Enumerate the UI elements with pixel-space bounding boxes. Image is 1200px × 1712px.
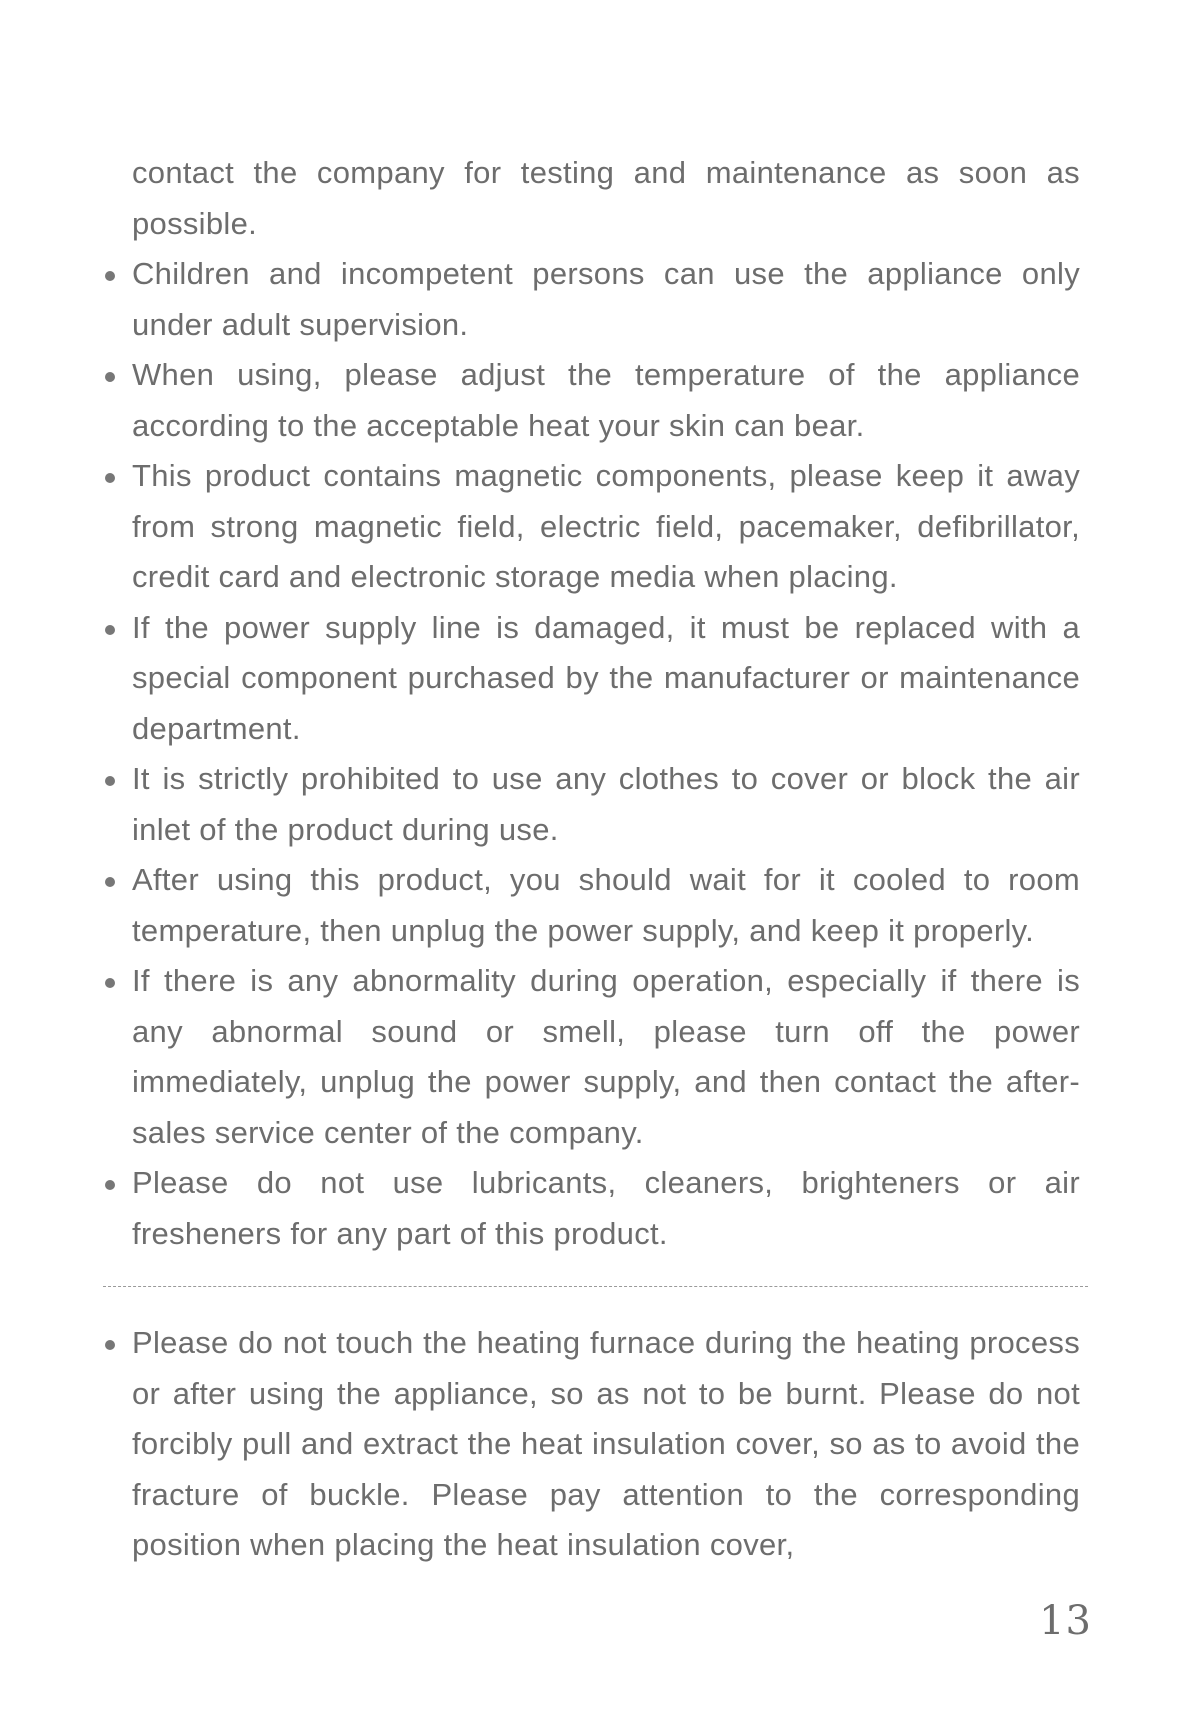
bullet-text: It is strictly prohibited to use any clothes to cover or block the air inlet of the product during use. bbox=[132, 761, 1080, 847]
bullet-icon bbox=[105, 877, 115, 887]
bullet-text: If the power supply line is damaged, it must be replaced with a special component purchased by the manufacturer or maintenance department. bbox=[132, 609, 1080, 746]
bullet-text: This product contains magnetic components, please keep it away from strong magnetic field, electric field, pacemaker, defibrillator, credit card and electronic storage media when placing. bbox=[132, 458, 1080, 594]
bullet-icon bbox=[105, 1340, 115, 1350]
page-number: 13 bbox=[1039, 1598, 1092, 1644]
bullet-item bbox=[132, 1158, 1080, 1259]
bullet-text: Children and incompetent persons can use the appliance only under adult supervision. bbox=[132, 256, 1080, 342]
safety-instructions-bottom bbox=[132, 1318, 1080, 1571]
dashed-divider bbox=[103, 1286, 1088, 1287]
bullet-icon bbox=[105, 625, 115, 635]
bullet-text: When using, please adjust the temperature of the appliance according to the acceptable heat your skin can bear. bbox=[132, 357, 1080, 443]
bullet-item bbox=[132, 956, 1080, 1158]
bullet-text: Please do not use lubricants, cleaners, brighteners or air fresheners for any part of this product. bbox=[132, 1165, 1080, 1251]
bullet-item bbox=[132, 754, 1080, 855]
bullet-text: Please do not touch the heating furnace during the heating process or after using the appliance, so as not to be burnt. Please do not forcibly pull and extract the heat insulation cover, so as to avoid the fracture of buckle. Please pay attention to the corresponding position when placing the heat insulation cover, bbox=[132, 1325, 1080, 1562]
bullet-item bbox=[132, 350, 1080, 451]
bullet-icon bbox=[105, 473, 115, 483]
bullet-item bbox=[132, 451, 1080, 603]
bullet-text: If there is any abnormality during operation, especially if there is any abnormal sound or smell, please turn off the power immediately, unplug the power supply, and then contact the after-sales service center of the company. bbox=[132, 963, 1080, 1150]
bullet-item bbox=[132, 249, 1080, 350]
bullet-icon bbox=[105, 372, 115, 382]
bullet-item bbox=[132, 603, 1080, 755]
bullet-icon bbox=[105, 776, 115, 786]
bullet-text: After using this product, you should wait for it cooled to room temperature, then unplug the power supply, and keep it properly. bbox=[132, 862, 1080, 948]
safety-instructions-top bbox=[132, 148, 1080, 1259]
continuation-text: contact the company for testing and maintenance as soon as possible. bbox=[132, 155, 1080, 241]
bullet-icon bbox=[105, 271, 115, 281]
bullet-item bbox=[132, 855, 1080, 956]
bullet-item bbox=[132, 1318, 1080, 1571]
bullet-icon bbox=[105, 978, 115, 988]
bullet-icon bbox=[105, 1180, 115, 1190]
